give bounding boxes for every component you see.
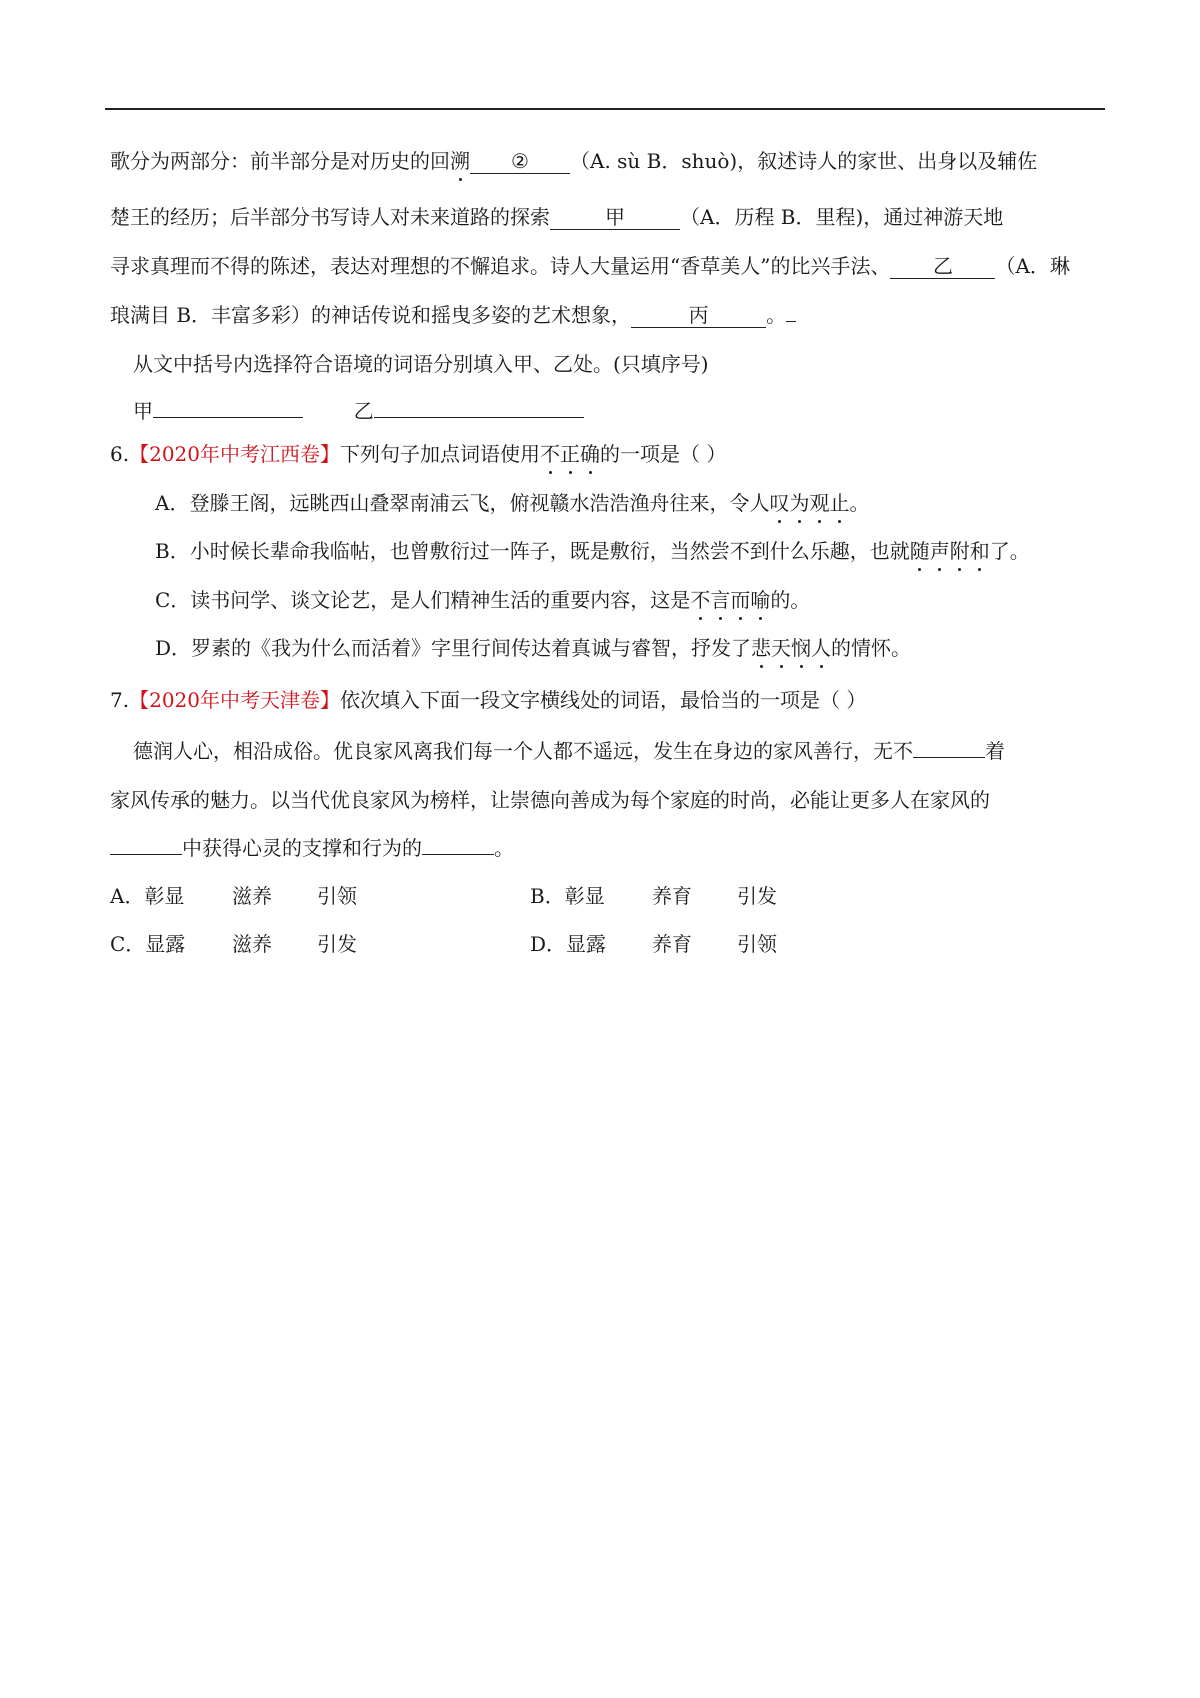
question-7-stem: 7.【2020年中考天津卷】依次填入下面一段文字横线处的词语，最恰当的一项是（ ）	[110, 688, 867, 712]
question-6-source: 【2020年中考江西卷】	[129, 442, 340, 466]
q7-passage-line-2: 家风传承的魅力。以当代优良家风为榜样，让崇德向善成为每个家庭的时尚，必能让更多人在家风的	[110, 788, 990, 812]
q7-passage-line-3: 中获得心灵的支撑和行为的 。	[110, 834, 514, 862]
q7-option-b[interactable]: B．彰显 养育 引发	[530, 884, 777, 908]
q7-blank-1	[913, 757, 985, 758]
passage-line-2: 楚王的经历；后半部分书写诗人对未来道路的探索 甲 （A．历程 B．里程)，通过神游天地	[110, 205, 1004, 229]
blank-jia: 甲	[550, 205, 680, 230]
blank-2: ②	[470, 149, 570, 174]
q7-option-c[interactable]: C．显露 滋养 引发	[110, 932, 357, 956]
q6-option-d[interactable]: D．罗素的《我为什么而活着》字里行间传达着真诚与睿智，抒发了悲天悯人的情怀。	[155, 636, 912, 660]
answer-yi-blank[interactable]	[374, 417, 584, 418]
blank-yi: 乙	[890, 254, 995, 279]
blank-bing: 丙	[631, 303, 766, 328]
question-7-source: 【2020年中考天津卷】	[129, 688, 340, 712]
answer-jia-blank[interactable]	[153, 417, 303, 418]
passage-line-1: 歌分为两部分：前半部分是对历史的回溯 ② （A. sù B．shuò)，叙述诗人的家世、出身以及辅佐	[110, 149, 1038, 173]
q7-option-d[interactable]: D．显露 养育 引领	[530, 932, 777, 956]
q7-option-a[interactable]: A．彰显 滋养 引领	[110, 884, 357, 908]
q7-passage-line-1: 德润人心，相沿成俗。优良家风离我们每一个人都不遥远，发生在身边的家风善行，无不 着	[133, 739, 1005, 763]
passage-line-4: 琅满目 B．丰富多彩）的神话传说和摇曳多姿的艺术想象， 丙 。	[110, 301, 796, 329]
question-6-stem: 6.【2020年中考江西卷】下列句子加点词语使用不正确的一项是（ ）	[110, 442, 727, 466]
q6-option-c[interactable]: C．读书问学、谈文论艺，是人们精神生活的重要内容，这是不言而喻的。	[155, 588, 811, 612]
q6-option-a[interactable]: A．登滕王阁，远眺西山叠翠南浦云飞，俯视赣水浩浩渔舟往来，令人叹为观止。	[155, 491, 870, 515]
answer-line: 甲 乙	[133, 397, 584, 425]
passage-line-3: 寻求真理而不得的陈述，表达对理想的不懈追求。诗人大量运用“香草美人”的比兴手法、 乙 （A．琳	[110, 254, 1070, 278]
instruction-text: 从文中括号内选择符合语境的词语分别填入甲、乙处。(只填序号)	[133, 352, 709, 376]
header-rule	[105, 108, 1105, 110]
q6-option-b[interactable]: B．小时候长辈命我临帖，也曾敷衍过一阵子，既是敷衍，当然尝不到什么乐趣，也就随声附和了。	[155, 539, 1030, 563]
q7-blank-2	[110, 854, 182, 855]
q7-blank-3	[422, 854, 494, 855]
